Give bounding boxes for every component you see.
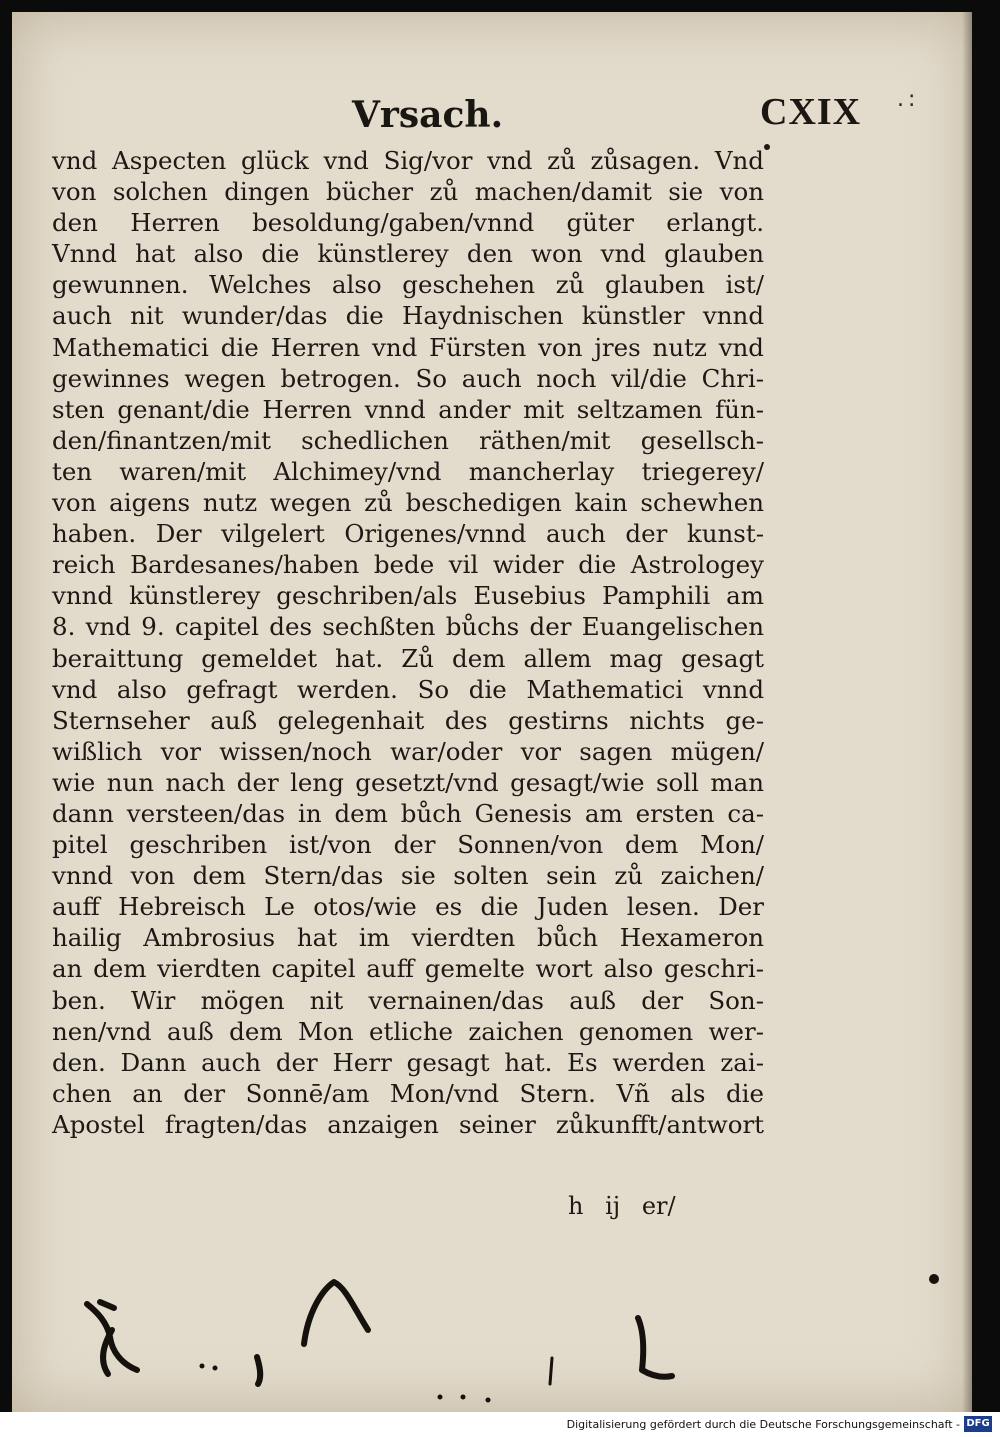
text-line: chen an der Sonnē/am Mon/vnd Stern. Vñ als die <box>52 1078 764 1108</box>
text-line: gewinnes wegen betrogen. So auch noch vil/die Chri- <box>52 363 764 393</box>
text-line: ten waren/mit Alchimey/vnd mancherlay triegerey/ <box>52 456 764 486</box>
funding-credit: Digitalisierung gefördert durch die Deutsche Forschungsgemeinschaft - <box>566 1418 960 1431</box>
scribble-stroke <box>103 1330 112 1374</box>
folio-number: CXIX <box>760 91 862 133</box>
text-line: reich Bardesanes/haben bede vil wider die Astrologey <box>52 550 764 580</box>
text-line: beraittung gemeldet hat. Zů dem allem mag gesagt <box>52 643 764 673</box>
text-line: hailig Ambrosius hat im vierdten bůch Hexameron <box>52 923 764 953</box>
text-line: vnnd von dem Stern/das sie solten sein zů zaichen/ <box>52 861 764 891</box>
scribble-stroke <box>257 1357 260 1384</box>
text-line: den. Dann auch der Herr gesagt hat. Es werden zai- <box>52 1047 764 1077</box>
text-line: dann versteen/das in dem bůch Genesis am ersten ca- <box>52 798 764 828</box>
text-line: Sternseher auß gelegenhait des gestirns nichts ge- <box>52 705 764 735</box>
text-line: haben. Der vilgelert Origenes/vnnd auch der kunst- <box>52 519 764 549</box>
text-line: von aigens nutz wegen zů beschedigen kain schewhen <box>52 488 764 518</box>
catchwords: h ij er/ <box>568 1192 676 1220</box>
running-head: Vrsach. <box>352 94 504 136</box>
scribble-stroke <box>550 1358 552 1384</box>
text-line: ben. Wir mögen nit vernainen/das auß der Son- <box>52 985 764 1015</box>
margin-mark: .: <box>897 87 920 112</box>
text-line: wißlich vor wissen/noch war/oder vor sagen mügen/ <box>52 736 764 766</box>
dfg-logo: DFG <box>964 1416 992 1432</box>
text-line: auff Hebreisch Le otos/wie es die Juden lesen. Der <box>52 892 764 922</box>
scribble-stroke <box>87 1304 137 1370</box>
scribble-stroke <box>304 1282 368 1344</box>
text-line: auch nit wunder/das die Haydnischen künstler vnnd <box>52 301 764 331</box>
book-page <box>12 12 972 1412</box>
text-line: Vnnd hat also die künstlerey den won vnd glauben <box>52 239 764 269</box>
text-line: nen/vnd auß dem Mon etliche zaichen genomen wer- <box>52 1016 764 1046</box>
handwritten-marks <box>12 12 972 1412</box>
text-line: an dem vierdten capitel auff gemelte wort also geschri- <box>52 954 764 984</box>
scribble-stroke <box>100 1302 114 1308</box>
text-line: vnd also gefragt werden. So die Mathematici vnnd <box>52 674 764 704</box>
text-line: wie nun nach der leng gesetzt/vnd gesagt/wie soll man <box>52 767 764 797</box>
text-line: vnnd künstlerey geschriben/als Eusebius Pamphili am <box>52 581 764 611</box>
text-line: Mathematici die Herren vnd Fürsten von jres nutz vnd <box>52 332 764 362</box>
text-line: Apostel fragten/das anzaigen seiner zůkunfft/antwort <box>52 1109 764 1139</box>
footer-bar <box>0 1412 1000 1437</box>
text-line: von solchen dingen bücher zů machen/damit sie von <box>52 177 764 207</box>
text-line: vnd Aspecten glück vnd Sig/vor vnd zů zůsagen. Vnd <box>52 146 764 175</box>
text-line: gewunnen. Welches also geschehen zů glauben ist/ <box>52 270 764 300</box>
text-line: den/finantzen/mit schedlichen räthen/mit gesellsch- <box>52 425 764 455</box>
text-line: 8. vnd 9. capitel des sechßten bůchs der Euangelischen <box>52 612 764 642</box>
scribble-stroke <box>638 1318 672 1377</box>
text-line: pitel geschriben ist/von der Sonnen/von dem Mon/ <box>52 830 764 860</box>
text-line: den Herren besoldung/gaben/vnnd güter erlangt. <box>52 208 764 238</box>
text-line: sten genant/die Herren vnnd ander mit seltzamen fün- <box>52 394 764 424</box>
